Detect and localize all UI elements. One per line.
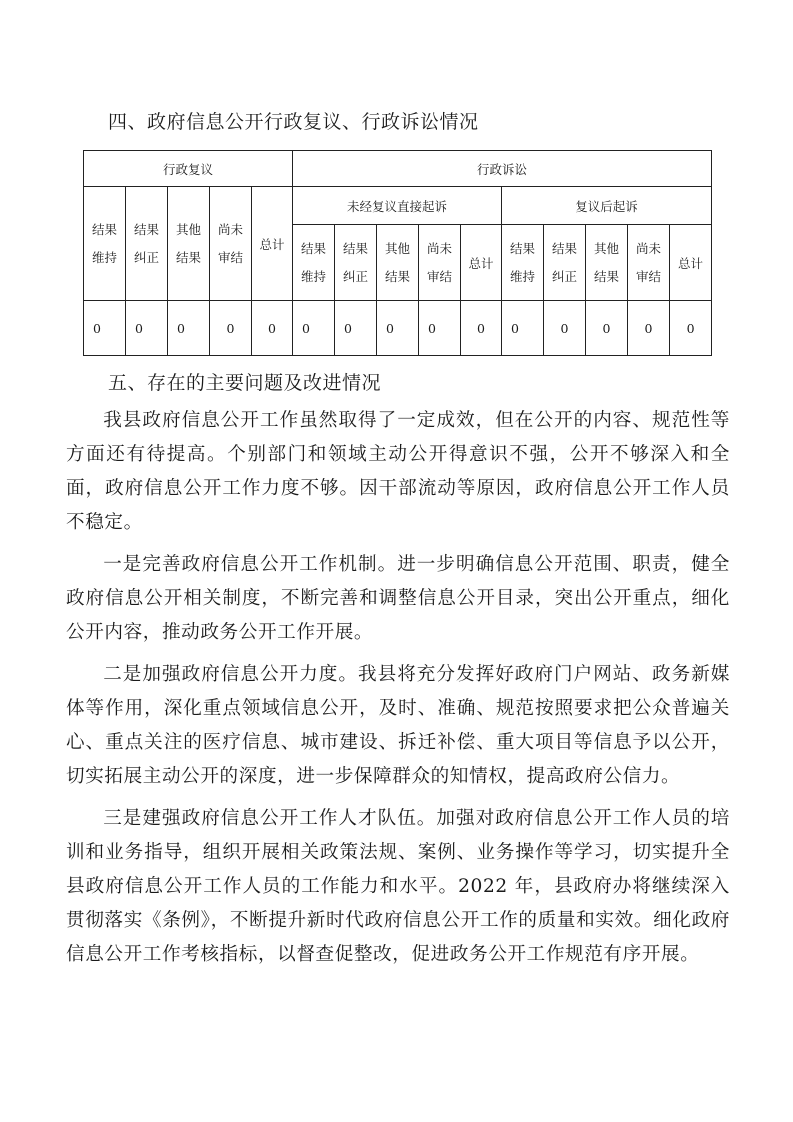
header-admin-litigation: 行政诉讼: [293, 151, 712, 187]
header-direct-maintain: 结果 维持: [293, 225, 335, 301]
header-review-correct: 结果 纠正: [126, 187, 168, 301]
paragraph: 一是完善政府信息公开工作机制。进一步明确信息公开范围、职责，健全政府信息公开相关制度，不断完善和调整信息公开目录，突出公开重点，细化公开内容，推动政务公开工作开展。: [66, 554, 730, 643]
header-after-total: 总计: [670, 225, 712, 301]
value-cell: 0: [461, 301, 502, 356]
header-after-pending: 尚未 审结: [628, 225, 670, 301]
value-cell: 0: [377, 301, 419, 356]
section-heading-review-litigation: 四、政府信息公开行政复议、行政诉讼情况: [108, 111, 479, 133]
header-direct-pending: 尚未 审结: [419, 225, 461, 301]
header-review-other: 其他 结果: [168, 187, 210, 301]
header-review-maintain: 结果 维持: [84, 187, 126, 301]
value-cell: 0: [210, 301, 252, 356]
value-cell: 0: [252, 301, 293, 356]
header-after-correct: 结果 纠正: [544, 225, 586, 301]
header-after-maintain: 结果 维持: [502, 225, 544, 301]
section-body: [66, 404, 730, 972]
header-direct-correct: 结果 纠正: [335, 225, 377, 301]
value-cell: 0: [586, 301, 628, 356]
paragraph: 我县政府信息公开工作虽然取得了一定成效，但在公开的内容、规范性等方面还有待提高。个别部门和领域主动公开得意识不强，公开不够深入和全面，政府信息公开工作力度不够。因干部流动等原因，政府信息公开工作人员不稳定。: [66, 410, 730, 533]
value-cell: 0: [335, 301, 377, 356]
header-direct-other: 其他 结果: [377, 225, 419, 301]
value-cell: 0: [544, 301, 586, 356]
header-direct-suit: 未经复议直接起诉: [293, 187, 502, 225]
paragraph: 二是加强政府信息公开力度。我县将充分发挥好政府门户网站、政务新媒体等作用，深化重点领域信息公开，及时、准确、规范按照要求把公众普遍关心、重点关注的医疗信息、城市建设、拆迁补偿、重大项目等信息予以公开，切实拓展主动公开的深度，进一步保障群众的知情权，提高政府公信力。: [66, 664, 730, 787]
header-review-pending: 尚未 审结: [210, 187, 252, 301]
header-admin-review: 行政复议: [84, 151, 293, 187]
header-direct-total: 总计: [461, 225, 502, 301]
value-cell: 0: [84, 301, 126, 356]
header-after-other: 其他 结果: [586, 225, 628, 301]
value-cell: 0: [419, 301, 461, 356]
value-cell: 0: [126, 301, 168, 356]
header-review-total: 总计: [252, 187, 293, 301]
value-cell: 0: [502, 301, 544, 356]
value-cell: 0: [670, 301, 712, 356]
section-heading-problems-improvements: 五、存在的主要问题及改进情况: [108, 372, 382, 394]
paragraph: 三是建强政府信息公开工作人才队伍。加强对政府信息公开工作人员的培训和业务指导，组织开展相关政策法规、案例、业务操作等学习，切实提升全县政府信息公开工作人员的工作能力和水平。2022 年，县政府办将继续深入贯彻落实《条例》，不断提升新时代政府信息公开工作的质量和实效。细化政府信息公开工作考核指标，以督查促整改，促进政务公开工作规范有序开展。: [66, 808, 730, 965]
table-row-values: [84, 301, 712, 356]
value-cell: 0: [293, 301, 335, 356]
value-cell: 0: [168, 301, 210, 356]
header-suit-after-review: 复议后起诉: [502, 187, 712, 225]
review-litigation-table: [83, 150, 712, 356]
value-cell: 0: [628, 301, 670, 356]
